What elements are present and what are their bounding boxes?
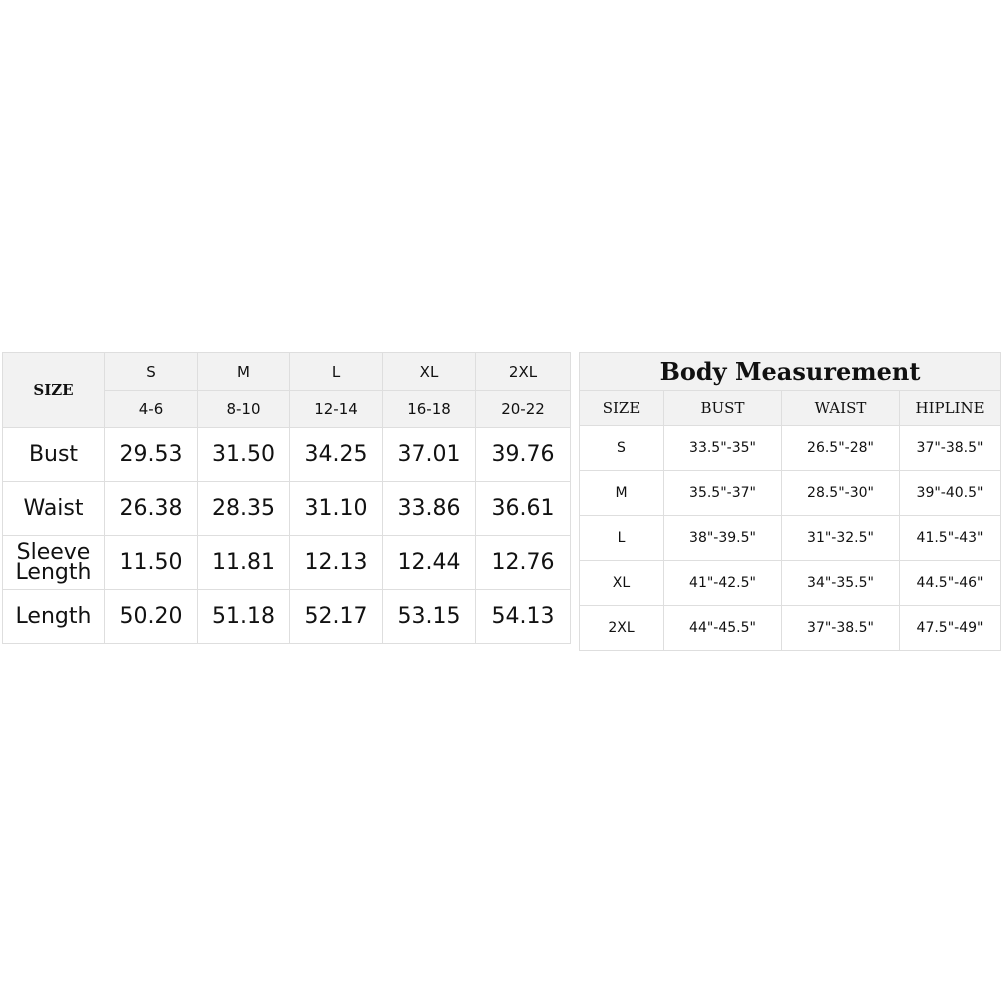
row-label: Bust <box>3 428 105 482</box>
table-row <box>580 516 1001 561</box>
table-title: Body Measurement <box>580 353 1001 391</box>
size-range: 8-10 <box>198 391 290 428</box>
size-name: 2XL <box>476 353 571 391</box>
size-chart <box>0 352 1001 650</box>
table-cell: XL <box>580 561 664 606</box>
table-cell: 2XL <box>580 606 664 651</box>
table-row <box>3 428 571 482</box>
table-cell: 28.35 <box>198 482 290 536</box>
body-measurement-table <box>579 352 1001 651</box>
size-range: 4-6 <box>105 391 198 428</box>
table-cell: S <box>580 426 664 471</box>
size-name: S <box>105 353 198 391</box>
table-row <box>580 561 1001 606</box>
table-row <box>580 426 1001 471</box>
table-cell: 31.10 <box>290 482 383 536</box>
table-cell: 12.76 <box>476 536 571 590</box>
table-row <box>3 482 571 536</box>
table-cell: 36.61 <box>476 482 571 536</box>
table-cell: 28.5"-30" <box>782 471 900 516</box>
table-cell: 33.5"-35" <box>664 426 782 471</box>
size-name-row <box>3 353 571 391</box>
table-row <box>3 536 571 590</box>
column-header-row <box>580 391 1001 426</box>
table-cell: 41"-42.5" <box>664 561 782 606</box>
table-cell: 26.5"-28" <box>782 426 900 471</box>
column-header: SIZE <box>580 391 664 426</box>
table-cell: 34"-35.5" <box>782 561 900 606</box>
table-cell: 35.5"-37" <box>664 471 782 516</box>
table-cell: 37.01 <box>383 428 476 482</box>
table-cell: 44"-45.5" <box>664 606 782 651</box>
size-name: L <box>290 353 383 391</box>
table-row <box>580 606 1001 651</box>
table-cell: 37"-38.5" <box>900 426 1001 471</box>
table-cell: 12.44 <box>383 536 476 590</box>
table-cell: 33.86 <box>383 482 476 536</box>
row-label: Waist <box>3 482 105 536</box>
column-header: BUST <box>664 391 782 426</box>
table-cell: 34.25 <box>290 428 383 482</box>
row-label: Sleeve Length <box>3 536 105 590</box>
table-cell: 11.81 <box>198 536 290 590</box>
table-cell: 39"-40.5" <box>900 471 1001 516</box>
table-cell: 54.13 <box>476 590 571 644</box>
table-cell: 31.50 <box>198 428 290 482</box>
column-header: HIPLINE <box>900 391 1001 426</box>
table-cell: 26.38 <box>105 482 198 536</box>
table-row <box>3 590 571 644</box>
table-cell: 31"-32.5" <box>782 516 900 561</box>
table-cell: M <box>580 471 664 516</box>
size-range: 12-14 <box>290 391 383 428</box>
table-cell: 11.50 <box>105 536 198 590</box>
table-cell: 38"-39.5" <box>664 516 782 561</box>
table-cell: 47.5"-49" <box>900 606 1001 651</box>
table-row <box>580 471 1001 516</box>
table-cell: 52.17 <box>290 590 383 644</box>
size-header: SIZE <box>3 353 105 428</box>
size-range: 16-18 <box>383 391 476 428</box>
table-cell: 37"-38.5" <box>782 606 900 651</box>
column-header: WAIST <box>782 391 900 426</box>
table-cell: L <box>580 516 664 561</box>
row-label: Length <box>3 590 105 644</box>
table-cell: 39.76 <box>476 428 571 482</box>
size-range: 20-22 <box>476 391 571 428</box>
table-cell: 12.13 <box>290 536 383 590</box>
table-cell: 41.5"-43" <box>900 516 1001 561</box>
table-cell: 29.53 <box>105 428 198 482</box>
size-name: XL <box>383 353 476 391</box>
table-cell: 53.15 <box>383 590 476 644</box>
table-cell: 50.20 <box>105 590 198 644</box>
size-name: M <box>198 353 290 391</box>
table-cell: 44.5"-46" <box>900 561 1001 606</box>
table-cell: 51.18 <box>198 590 290 644</box>
garment-size-table <box>2 352 571 644</box>
table-title-row <box>580 353 1001 391</box>
